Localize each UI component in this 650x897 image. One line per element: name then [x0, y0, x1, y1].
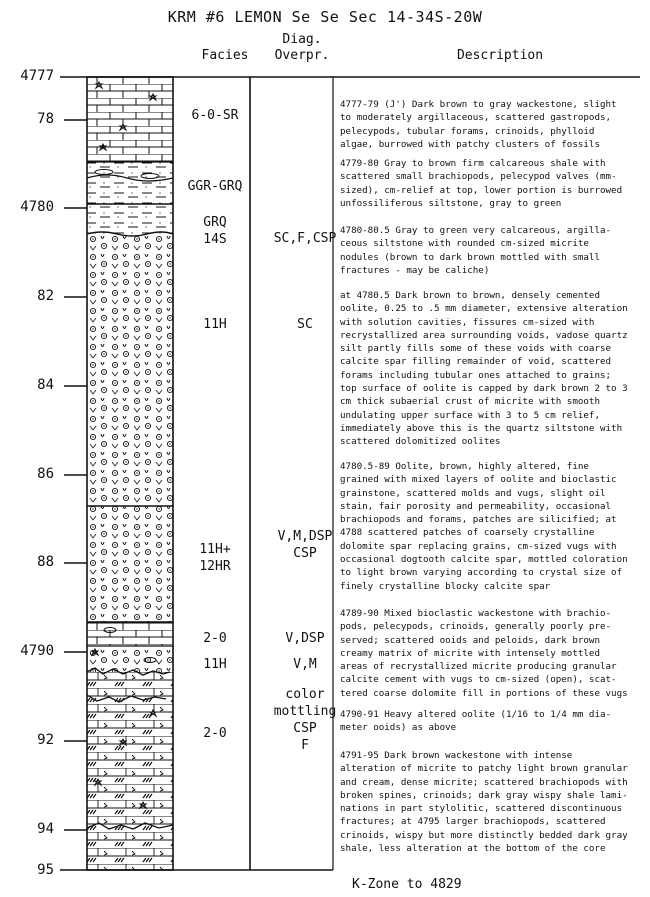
depth-label: 86 — [37, 466, 54, 482]
diag-overprint-label: color mottling CSP F — [273, 687, 337, 753]
description-block: 4780-80.5 Gray to green very calcareous, argilla- ceous siltstone with rounded cm-sized micrite nodules (brown to dark brown mottled with small fractures - may be caliche) — [340, 225, 612, 276]
depth-label: 4790 — [20, 643, 54, 659]
facies-label: GGR-GRQ — [187, 179, 243, 194]
header-diag-line1: Diag. — [282, 32, 322, 47]
footer-note: K-Zone to 4829 — [352, 877, 462, 892]
header-facies: Facies — [201, 48, 249, 63]
diag-overprint-label: V,DSP — [285, 631, 325, 646]
depth-label: 88 — [37, 554, 54, 570]
page-title: KRM #6 LEMON Se Se Sec 14-34S-20W — [167, 8, 483, 26]
depth-label: 92 — [37, 732, 54, 748]
depth-label: 95 — [37, 862, 54, 878]
description-block: 4791-95 Dark brown wackestone with intense alteration of micrite to patchy light brown granular and cream, dense micrite; scattered brachiopods with broken spines, crinoids; dark gray wispy shale lami- nations in part stylolitic, scattered discontinuous fractures; at 4795 larger brachiopods, scattered crinoids, wispy but more distinctly bedded dark gray shale, less alteration at the bottom of the core — [340, 750, 628, 855]
header-description: Description — [456, 48, 544, 63]
depth-label: 4777 — [20, 68, 54, 84]
diag-overprint-label: SC — [297, 317, 313, 332]
depth-label: 4780 — [20, 199, 54, 215]
depth-label: 82 — [37, 288, 54, 304]
diag-overprint-label: SC,F,CSP — [273, 231, 337, 246]
diag-overprint-label: V,M,DSP CSP — [277, 529, 333, 561]
description-block: 4790-91 Heavy altered oolite (1/16 to 1/4 mm dia- meter ooids) as above — [340, 709, 612, 734]
depth-label: 78 — [37, 111, 54, 127]
facies-label: 11H — [203, 657, 227, 672]
description-block: at 4780.5 Dark brown to brown, densely cemented oolite, 0.25 to .5 mm diameter, extensive alteration with solution cavities, fissures cm-sized with recrystallized area surrounding voids, vadose quartz silt partly fills some of these voids with coarse calcite spar filling remainder of void, scattered forams including tubular ones attached to grains; top surface of oolite is capped by dark brown 2 to 3 cm thick subaerial crust of micrite with smooth undulating upper surface with 3 to 5 cm relief, immediately above this is the quartz siltstone with scattered dolomitized oolites — [340, 290, 628, 448]
facies-label: 2-0 — [203, 631, 227, 646]
depth-label: 84 — [37, 377, 54, 393]
description-block: 4780.5-89 Oolite, brown, highly altered, fine grained with mixed layers of oolite and bioclastic grainstone, scattered molds and vugs, slight oil stain, fair porosity and permeability, occasional brachiopods and forams, patches are silicified; at 4788 scattered patches of coarsely crystalline dolomite spar replacing grains, cm-sized vugs with occasional dogtooth calcite spar, mottled coloration to light brown varying according to crystal size of finely crystalline blocky calcite spar — [340, 461, 628, 592]
diag-overprint-label: V,M — [293, 657, 317, 672]
description-block: 4779-80 Gray to brown firm calcareous shale with scattered small brachiopods, pelecypod valves (mm- sized), cm-relief at top, lower portion is burrowed unfossiliferous siltstone, gray to green — [340, 158, 623, 209]
facies-label: 11H — [203, 317, 227, 332]
depth-label: 94 — [37, 821, 54, 837]
facies-label: 11H+ 12HR — [199, 542, 231, 574]
description-block: 4789-90 Mixed bioclastic wackestone with brachio- pods, pelecypods, crinoids, generally poorly pre- served; scattered ooids and peloids, dark brown creamy matrix of micrite with intensely mottled areas of recrystallized micrite producing granular calcite cement with vugs to cm-sized (open), scat- tered coarse dolomite fill in portions of these vugs — [340, 608, 628, 699]
header-diag-line2: Overpr. — [274, 48, 330, 63]
facies-label: 6-0-SR — [191, 108, 239, 123]
facies-label: 2-0 — [203, 726, 227, 741]
facies-label: GRQ 14S — [203, 215, 227, 247]
description-block: 4777-79 (J') Dark brown to gray wackestone, slight to moderately argillaceous, scattered gastropods, pelecypods, tubular forams, crinoids, phylloid algae, burrowed with patchy clusters of fossils — [340, 99, 617, 150]
